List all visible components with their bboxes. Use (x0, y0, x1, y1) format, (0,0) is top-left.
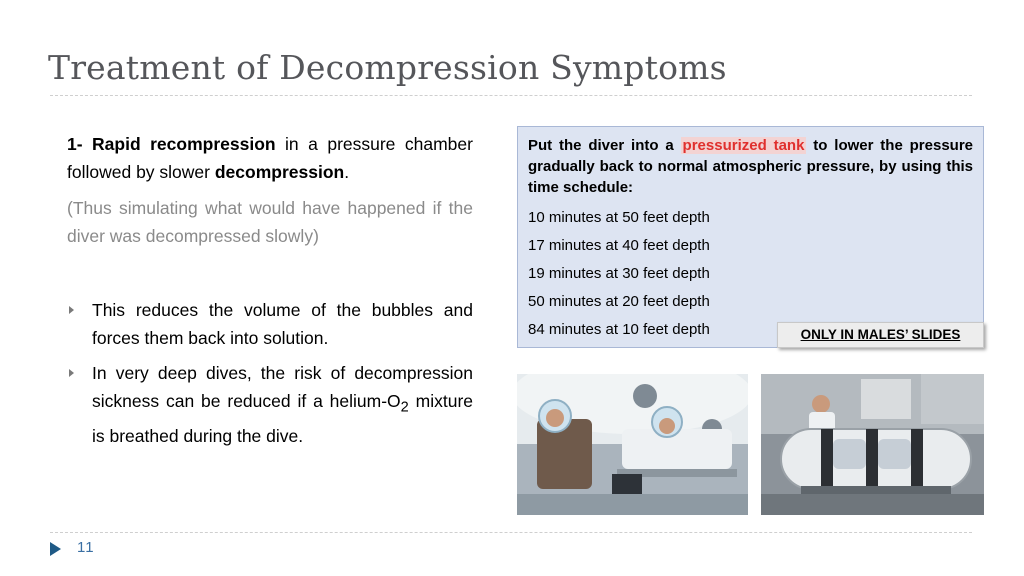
hyperbaric-chamber-photo (517, 374, 748, 515)
heading-bold-decompression: decompression (214, 162, 345, 182)
bullet-text: This reduces the volume of the bubbles and forces them back into solution. (92, 300, 473, 348)
bullet-text-a: In very deep dives, the risk of decompression sickness can be reduced if a helium-O (92, 363, 473, 411)
bullet-text-b: mixture is breathed during the dive. (92, 391, 474, 446)
simulation-note: (Thus simulating what would have happened if the diver was decompressed slowly) (67, 198, 473, 246)
schedule-item: 19 minutes at 30 feet depth (528, 265, 710, 282)
bullet-arrow-icon (69, 306, 74, 314)
pressurized-tank-highlight: pressurized tank (682, 137, 805, 154)
slide-title: Treatment of Decompression Symptoms (48, 48, 727, 87)
heading-number: 1- (67, 134, 83, 154)
badge-label: ONLY IN MALES’ SLIDES (800, 327, 961, 342)
schedule-item: 10 minutes at 50 feet depth (528, 209, 710, 226)
footer-arrow-icon (50, 542, 61, 556)
left-column (67, 130, 473, 457)
schedule-item: 84 minutes at 10 feet depth (528, 321, 710, 338)
footer-divider (50, 532, 972, 533)
schedule-intro (528, 135, 973, 198)
intro-text-a: Put the diver into a (528, 137, 681, 154)
page-number: 11 (77, 539, 95, 556)
intro-text-b: to lower the pressure gradually back to normal atmospheric pressure, by using this time schedule: (528, 137, 973, 196)
heading-bold: Rapid recompression (92, 134, 276, 154)
schedule-item: 50 minutes at 20 feet depth (528, 293, 710, 310)
males-slides-badge (777, 322, 984, 348)
bullet-item (67, 296, 473, 352)
bullet-list (67, 296, 473, 450)
title-divider (50, 95, 972, 96)
heading-rest: in a pressure chamber followed by slower (67, 134, 473, 182)
bullet-item (67, 359, 473, 450)
portable-chamber-photo (761, 374, 984, 515)
heading-end: . (344, 162, 350, 182)
recompression-paragraph (67, 130, 473, 186)
schedule-box (517, 126, 984, 348)
subscript-2: 2 (400, 399, 409, 416)
bullet-arrow-icon (69, 369, 74, 377)
schedule-item: 17 minutes at 40 feet depth (528, 237, 710, 254)
